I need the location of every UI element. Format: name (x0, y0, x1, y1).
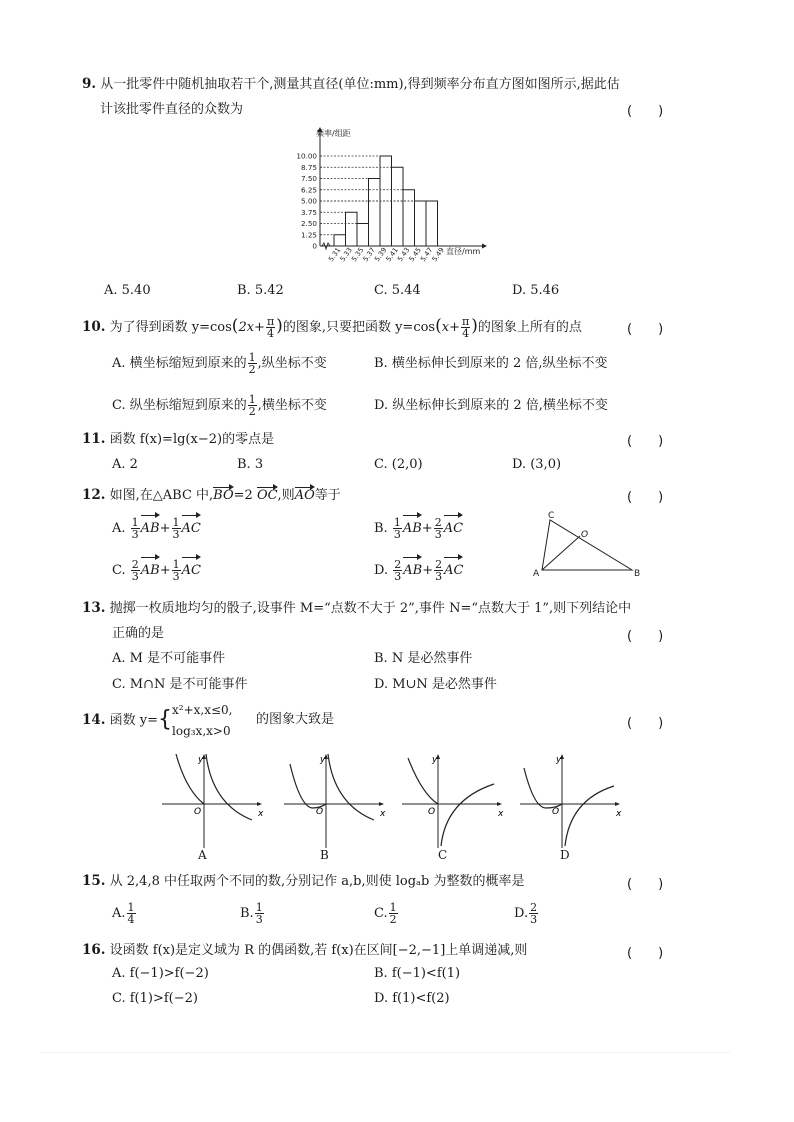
histogram-bar (334, 235, 346, 246)
option-letter: B. (374, 521, 388, 536)
graph-option-a[interactable] (160, 750, 266, 860)
question-11 (82, 431, 274, 448)
x-tick-label: 5.41 (384, 246, 400, 264)
origin-label: O (194, 807, 202, 817)
question-number: 12. (82, 487, 106, 503)
answer-paren: ( ) (627, 946, 664, 961)
histogram-chart (296, 124, 496, 274)
stem-part: 为了得到函数 y=cos (109, 320, 232, 335)
vector-ac: AC (182, 516, 201, 542)
frac-den: 3 (131, 570, 139, 583)
frac-den: 3 (394, 570, 402, 583)
stem-part: 的图象,只要把函数 y=cos (282, 320, 436, 335)
x-tick-label: 5.37 (361, 246, 377, 264)
x-axis-label: 直径/mm (446, 247, 481, 256)
vector-bo: BO (213, 488, 234, 503)
y-tick-label: 5.00 (300, 196, 317, 206)
y-tick-label: 1.25 (300, 230, 317, 240)
histogram-bar (380, 156, 392, 246)
question-14 (82, 712, 158, 729)
question-10: 10. 为了得到函数 y=cos(2x+ $\frac{\pi}{4}$ )的图象,只要把函数 y=cos(x+ $\frac{\pi}{4}$ )的图象上所有的点 (82, 315, 582, 340)
stem-part: =2 (233, 488, 253, 503)
option-c[interactable] (112, 558, 201, 584)
option-c[interactable]: C. 5.44 (374, 283, 421, 298)
question-number: 9. (82, 76, 97, 92)
plus: + (422, 563, 434, 578)
vector-ac: AC (444, 516, 463, 542)
option-b[interactable] (374, 516, 463, 542)
option-d[interactable] (514, 900, 539, 928)
frac-num: 2 (131, 558, 139, 571)
axis-x-label: x (380, 809, 386, 819)
option-letter: A. (112, 521, 126, 536)
vector-oc: OC (256, 488, 278, 503)
frac-den: 3 (530, 913, 538, 926)
option-d[interactable]: D. M∪N 是必然事件 (374, 677, 497, 692)
vector-ac: AC (444, 558, 463, 584)
option-d[interactable]: D. f(1)<f(2) (374, 991, 450, 1006)
x-tick-label: 5.31 (327, 246, 343, 264)
vector-ab: AB (141, 558, 160, 584)
histogram-bar (415, 201, 427, 246)
histogram-bar (357, 224, 369, 247)
frac-num: 1 (393, 516, 401, 529)
fraction-half (248, 394, 257, 417)
piecewise-case-2: log₃x,x>0 (172, 724, 231, 738)
option-b[interactable]: B. 5.42 (237, 283, 284, 298)
vertex-c-label: C (548, 511, 555, 521)
axis-y-label: y (556, 755, 562, 765)
option-c[interactable]: C. M∩N 是不可能事件 (112, 677, 248, 692)
graph-label-b: B (320, 848, 329, 862)
x-tick-label: 5.35 (350, 246, 366, 264)
option-c[interactable] (374, 900, 399, 928)
axis-y-label: y (320, 755, 326, 765)
answer-paren: ( ) (627, 877, 664, 892)
frac-den: 2 (248, 363, 256, 376)
plus: + (159, 521, 171, 536)
option-a[interactable] (112, 516, 201, 542)
x-tick-label: 5.45 (407, 246, 423, 264)
option-letter: D. (374, 563, 389, 578)
stem-part: 等于 (314, 488, 341, 503)
question-15 (82, 873, 525, 890)
y-tick-label: 8.75 (300, 162, 317, 172)
frac-num: 1 (255, 901, 263, 914)
axis-y-label: y (432, 755, 438, 765)
answer-paren: ( ) (627, 434, 664, 449)
frac-den: 3 (393, 528, 401, 541)
y-tick-label: 10.00 (296, 151, 317, 161)
answer-paren: ( ) (627, 629, 664, 644)
option-letter: C. (112, 563, 126, 578)
question-number: 16. (82, 942, 106, 958)
option-a[interactable]: A. 5.40 (104, 283, 151, 298)
frac-num: π (266, 315, 275, 328)
option-text: ,横坐标不变 (257, 398, 327, 413)
frac-num: 2 (530, 901, 538, 914)
vertex-b-label: B (634, 569, 641, 579)
stem-arg: 2x+ (238, 320, 265, 335)
question-stem-cont: 正确的是 (112, 626, 165, 641)
answer-paren: ( ) (627, 490, 664, 505)
option-b[interactable]: B. N 是必然事件 (374, 651, 473, 666)
fraction-half (248, 352, 257, 375)
x-axis-arrow (482, 244, 487, 249)
option-letter: D. (514, 906, 529, 921)
frac-num: 1 (172, 558, 180, 571)
y-tick-label: 2.50 (300, 219, 317, 228)
histogram-bar (369, 179, 381, 247)
frac-den: 3 (434, 528, 442, 541)
stem-arg: x+ (441, 320, 460, 335)
question-stem: 设函数 f(x)是定义域为 R 的偶函数,若 f(x)在区间[−2,−1]上单调递减,则 (109, 943, 528, 958)
option-text: A. 横坐标缩短到原来的 (112, 356, 247, 371)
frac-num: 1 (389, 901, 397, 914)
question-number: 11. (82, 431, 106, 447)
question-stem-cont: 计该批零件直径的众数为 (100, 102, 244, 117)
frac-den: 4 (267, 327, 275, 340)
question-number: 15. (82, 873, 106, 889)
histogram-bar (426, 201, 438, 246)
question-stem: 从 2,4,8 中任取两个不同的数,分别记作 a,b,则使 logₐb 为整数的概率是 (109, 874, 525, 889)
frac-num: 2 (394, 558, 402, 571)
option-a[interactable]: A. 2 (112, 457, 138, 472)
stem-part: 如图,在△ABC 中, (109, 488, 214, 503)
frac-den: 3 (172, 528, 180, 541)
question-12 (82, 487, 341, 504)
option-text: ,纵坐标不变 (257, 356, 327, 371)
y-tick-label: 3.75 (300, 207, 317, 217)
stem-part: 函数 y= (109, 713, 159, 728)
option-d[interactable]: D. 纵坐标伸长到原来的 2 倍,横坐标不变 (374, 398, 608, 413)
axis-x-label: x (616, 809, 622, 819)
option-b[interactable]: B. 横坐标伸长到原来的 2 倍,纵坐标不变 (374, 356, 608, 371)
graph-label-d: D (560, 848, 570, 862)
option-a[interactable] (112, 350, 327, 378)
axis-y-label: y (198, 755, 204, 765)
x-tick-label: 5.39 (373, 246, 389, 264)
frac-num: 1 (131, 516, 139, 529)
question-stem: 函数 f(x)=lg(x−2)的零点是 (109, 432, 275, 447)
option-d[interactable]: D. 5.46 (512, 283, 560, 298)
plus: + (159, 563, 171, 578)
frac-num: 2 (435, 558, 443, 571)
stem-part: 的图象上所有的点 (477, 320, 582, 335)
question-number: 10. (82, 319, 106, 335)
graph-label-a: A (198, 848, 207, 862)
option-a[interactable]: A. f(−1)>f(−2) (112, 966, 209, 981)
frac-den: 2 (248, 405, 256, 418)
vector-ab: AB (141, 516, 160, 542)
stem-part: ,则 (277, 488, 295, 503)
vertex-a-label: A (533, 569, 540, 579)
pi-over-4 (266, 316, 275, 339)
graph-label-c: C (438, 848, 448, 862)
y-tick-label: 7.50 (300, 174, 317, 183)
option-letter: B. (240, 906, 254, 921)
vector-ao: AO (294, 488, 315, 503)
origin-label: O (552, 807, 560, 817)
histogram-bar (403, 190, 415, 246)
frac-den: 4 (127, 913, 135, 926)
graph-option-c[interactable] (400, 750, 506, 860)
piecewise-case-1: x²+x,x≤0, (172, 703, 233, 717)
histogram-bar (346, 212, 358, 246)
question-number: 14. (82, 712, 106, 728)
frac-den: 3 (172, 570, 180, 583)
option-b[interactable]: B. 3 (237, 457, 264, 472)
question-stem: 的图象大致是 (256, 712, 335, 727)
question-stem: 抛掷一枚质地均匀的骰子,设事件 M=“点数不大于 2”,事件 N=“点数大于 1”,则下列结论中 (109, 601, 632, 616)
y-axis-label: 频率/组距 (316, 129, 351, 138)
y-tick-label: 6.25 (300, 185, 317, 195)
origin-label: O (428, 807, 436, 817)
vector-ac: AC (182, 558, 201, 584)
frac-num: 1 (248, 351, 256, 364)
answer-paren: ( ) (627, 322, 664, 337)
option-a[interactable]: A. M 是不可能事件 (112, 651, 226, 666)
answer-paren: ( ) (627, 104, 664, 119)
vector-ab: AB (403, 558, 422, 584)
answer-paren: ( ) (627, 716, 664, 731)
question-13 (82, 600, 631, 617)
option-a[interactable] (112, 900, 137, 928)
axis-x-label: x (258, 809, 264, 819)
x-tick-label: 5.43 (396, 246, 412, 264)
option-d[interactable]: D. (3,0) (512, 457, 562, 472)
x-tick-label: 5.47 (419, 246, 435, 264)
frac-den: 3 (435, 570, 443, 583)
brace: { (158, 707, 172, 732)
frac-num: π (461, 315, 470, 328)
graph-option-d[interactable] (518, 750, 624, 860)
frac-den: 4 (462, 327, 470, 340)
question-stem: 从一批零件中随机抽取若干个,测量其直径(单位:mm),得到频率分布直方图如图所示,据此估 (100, 77, 620, 92)
x-tick-label: 5.33 (338, 246, 354, 264)
frac-num: 1 (172, 516, 180, 529)
pi-over-4 (461, 316, 470, 339)
frac-den: 3 (255, 913, 263, 926)
option-text: C. 纵坐标缩短到原来的 (112, 398, 247, 413)
option-d[interactable] (374, 558, 463, 584)
option-c[interactable]: C. f(1)>f(−2) (112, 991, 198, 1006)
x-tick-label: 5.49 (430, 246, 446, 264)
plus: + (421, 521, 433, 536)
question-9 (82, 76, 620, 93)
frac-num: 2 (434, 516, 442, 529)
frac-num: 1 (127, 901, 135, 914)
option-b[interactable] (240, 900, 265, 928)
y-tick-label: 0 (312, 241, 317, 251)
axis-x-label: x (498, 809, 504, 819)
page-divider (40, 1052, 730, 1053)
question-number: 13. (82, 600, 106, 616)
point-o-label: O (581, 530, 589, 540)
vector-ab: AB (403, 516, 422, 542)
histogram-bar (392, 167, 404, 246)
frac-den: 2 (389, 913, 397, 926)
origin-label: O (316, 807, 324, 817)
frac-num: 1 (248, 393, 256, 406)
option-letter: A. (112, 906, 126, 921)
question-16 (82, 942, 527, 959)
triangle-figure (530, 510, 650, 580)
option-b[interactable]: B. f(−1)<f(1) (374, 966, 461, 981)
frac-den: 3 (131, 528, 139, 541)
graph-option-b[interactable] (282, 750, 388, 860)
option-c[interactable]: C. (2,0) (374, 457, 423, 472)
option-letter: C. (374, 906, 388, 921)
option-c[interactable] (112, 392, 327, 420)
